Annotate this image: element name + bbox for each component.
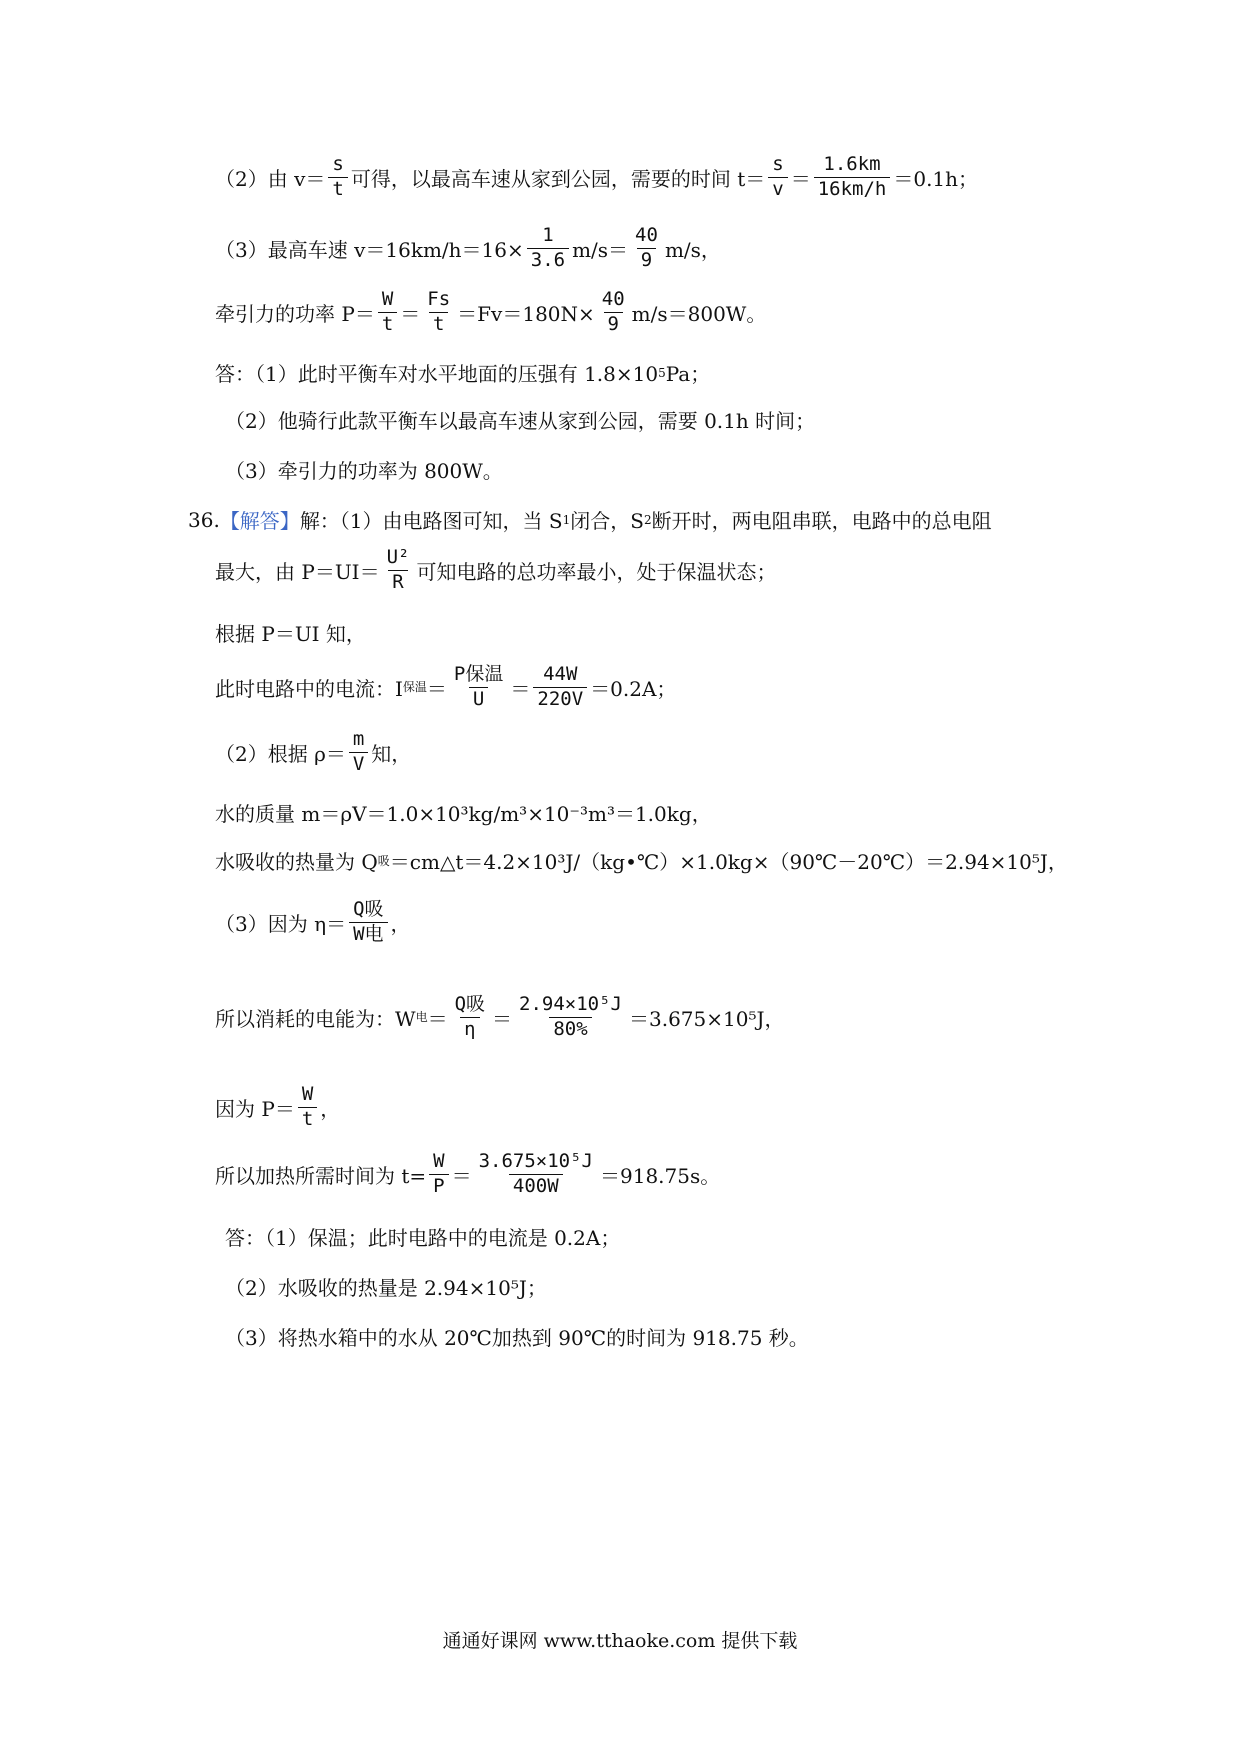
fraction — [328, 155, 347, 200]
text: ＝3.675×10⁵J， — [628, 1006, 785, 1031]
denominator: 16km/h — [814, 177, 891, 200]
denominator: t — [429, 312, 448, 335]
text: （3）因为 η＝ — [215, 911, 347, 936]
q35-line-3 — [215, 226, 721, 271]
text: ＝Fv＝180N× — [457, 301, 595, 326]
q36-line-1: 36. 【解答】 解：（1）由电路图可知，当 S 1 闭合，S 2 断开时，两电阻串联，电路中的总电阻 — [188, 505, 992, 534]
text: （2）他骑行此款平衡车以最高车速从家到公园，需要 0.1h 时间； — [225, 409, 816, 433]
numerator: 3.675×10⁵J — [478, 1150, 593, 1172]
text: ＝ — [426, 676, 447, 701]
numerator: 44W — [543, 663, 578, 685]
text: 解：（1）由电路图可知，当 S — [299, 509, 563, 533]
text: （2）根据 ρ＝ — [215, 741, 346, 766]
text: （2）由 v＝ — [215, 166, 326, 191]
text: ＝ — [492, 1006, 513, 1031]
text: 因为 P＝ — [215, 1096, 295, 1121]
text: 此时电路中的电流：I — [215, 676, 403, 701]
numerator: P保温 — [453, 663, 504, 685]
text: 可知电路的总功率最小，处于保温状态； — [416, 559, 777, 584]
numerator: W — [433, 1150, 445, 1172]
text: 水吸收的热量为 Q — [215, 850, 378, 874]
fraction — [378, 290, 397, 335]
fraction — [429, 1152, 448, 1197]
text: m/s＝800W。 — [631, 301, 767, 326]
denominator: t — [378, 312, 397, 335]
q36-line-6 — [215, 798, 712, 827]
denominator: V — [349, 752, 368, 775]
fraction — [814, 155, 891, 200]
numerator: Q吸 — [353, 898, 384, 920]
text: ＝ — [790, 166, 811, 191]
q36-line-5 — [215, 730, 411, 775]
q36-line-11 — [215, 1152, 720, 1197]
denominator: 3.6 — [527, 248, 569, 271]
q36-line-10 — [215, 1085, 340, 1130]
text: 所以消耗的电能为：W — [215, 1006, 416, 1031]
text: ＝ — [451, 1163, 472, 1188]
denominator: P — [429, 1174, 448, 1197]
text: ， — [320, 1096, 341, 1121]
q36-line-3 — [215, 618, 366, 647]
text: ＝918.75s。 — [600, 1163, 721, 1188]
fraction — [423, 290, 454, 335]
denominator: U — [469, 687, 488, 710]
text: Pa； — [665, 362, 711, 386]
text: ＝ — [427, 1006, 448, 1031]
text: m/s， — [664, 237, 721, 262]
text: 水的质量 m＝ρV＝1.0×10³kg/m³×10⁻³m³＝1.0kg， — [215, 802, 712, 826]
numerator: m — [352, 728, 365, 750]
text: 断开时，两电阻串联，电路中的总电阻 — [651, 509, 992, 533]
text: ， — [390, 911, 411, 936]
numerator: W — [381, 288, 394, 310]
fraction — [450, 665, 507, 710]
denominator: v — [768, 177, 787, 200]
text: 答：（1）此时平衡车对水平地面的压强有 1.8×10 — [215, 362, 659, 386]
numerator: W — [301, 1083, 314, 1105]
q35-answer-3 — [225, 455, 503, 484]
numerator: U² — [386, 546, 410, 568]
numerator: Q吸 — [454, 993, 486, 1015]
denominator: η — [460, 1017, 479, 1040]
denominator: 220V — [533, 687, 587, 710]
q36-answer-1 — [225, 1222, 620, 1251]
fraction — [383, 548, 414, 593]
denominator: 400W — [509, 1174, 563, 1197]
text: ＝0.1h； — [893, 166, 979, 191]
question-number: 36. — [188, 507, 220, 532]
text: 可得，以最高车速从家到公园，需要的时间 t＝ — [350, 166, 766, 191]
numerator: 1.6km — [823, 153, 881, 175]
fraction — [349, 730, 368, 775]
text: 牵引力的功率 P＝ — [215, 301, 375, 326]
numerator: 1 — [542, 224, 554, 246]
denominator: 9 — [637, 248, 656, 271]
denominator: W电 — [349, 922, 387, 945]
numerator: s — [772, 153, 784, 175]
numerator: 2.94×10⁵J — [519, 993, 622, 1015]
text: ＝ — [510, 676, 531, 701]
answer-tag: 【解答】 — [219, 509, 300, 533]
fraction — [298, 1085, 317, 1130]
text: （3）牵引力的功率为 800W。 — [225, 459, 503, 483]
text: ＝cm△t＝4.2×10³J/（kg•℃）×1.0kg×（90℃－20℃）＝2.94×10⁵J， — [389, 850, 1068, 874]
text: ＝0.2A； — [590, 676, 677, 701]
denominator: 80% — [549, 1017, 591, 1040]
q35-answer-1: 答：（1）此时平衡车对水平地面的压强有 1.8×10 5 Pa； — [215, 358, 710, 387]
numerator: s — [332, 153, 344, 175]
text: 知， — [371, 741, 412, 766]
text: （3）将热水箱中的水从 20℃加热到 90℃的时间为 918.75 秒。 — [225, 1326, 809, 1350]
denominator: t — [328, 177, 347, 200]
fraction — [768, 155, 787, 200]
q36-answer-3 — [225, 1322, 809, 1351]
q36-line-2 — [215, 548, 776, 593]
text: （2）水吸收的热量是 2.94×10⁵J； — [225, 1276, 547, 1300]
q36-line-9: 所以消耗的电能为：W 电 ＝ $\frac{\text{Q吸}}{\eta}$ ＝ $\frac{\text{2.94×10⁵J}}{80\%}$ ＝3.675×10⁵J， — [215, 993, 785, 1040]
q36-line-8 — [215, 900, 411, 945]
numerator: Fs — [427, 288, 451, 310]
denominator: 9 — [604, 312, 623, 335]
q36-line-4: 此时电路中的电流：I 保温 ＝ $\frac{\text{P保温}}{U}$ ＝ $\frac{44W}{220V}$ ＝0.2A； — [215, 663, 677, 710]
text: 闭合，S — [570, 509, 644, 533]
fraction — [515, 995, 626, 1040]
numerator: 40 — [635, 224, 658, 246]
fraction — [451, 995, 489, 1040]
text: ＝ — [400, 301, 421, 326]
fraction — [527, 226, 569, 271]
text: 所以加热所需时间为 t= — [215, 1163, 427, 1188]
denominator: t — [298, 1107, 317, 1130]
text: m/s＝ — [572, 237, 629, 262]
numerator: 40 — [601, 288, 625, 310]
text: 最大，由 P＝UI＝ — [215, 559, 380, 584]
page-footer: 通通好课网 www.tthaoke.com 提供下载 — [442, 1630, 798, 1652]
q35-line-2 — [215, 155, 978, 200]
q36-answer-2 — [225, 1272, 547, 1301]
fraction — [533, 665, 587, 710]
fraction — [475, 1152, 597, 1197]
fraction — [349, 900, 387, 945]
denominator: R — [388, 570, 407, 593]
text: 根据 P＝UI 知， — [215, 622, 366, 646]
q35-answer-2 — [225, 405, 815, 434]
text: 答：（1）保温；此时电路中的电流是 0.2A； — [225, 1226, 621, 1250]
q36-line-7: 水吸收的热量为 Q 吸 ＝cm△t＝4.2×10³J/（kg•℃）×1.0kg×（90℃－20℃）＝2.94×10⁵J， — [215, 846, 1068, 875]
fraction — [631, 226, 662, 271]
fraction — [598, 290, 629, 335]
text: （3）最高车速 v＝16km/h＝16× — [215, 237, 524, 262]
q35-line-4 — [215, 290, 766, 335]
